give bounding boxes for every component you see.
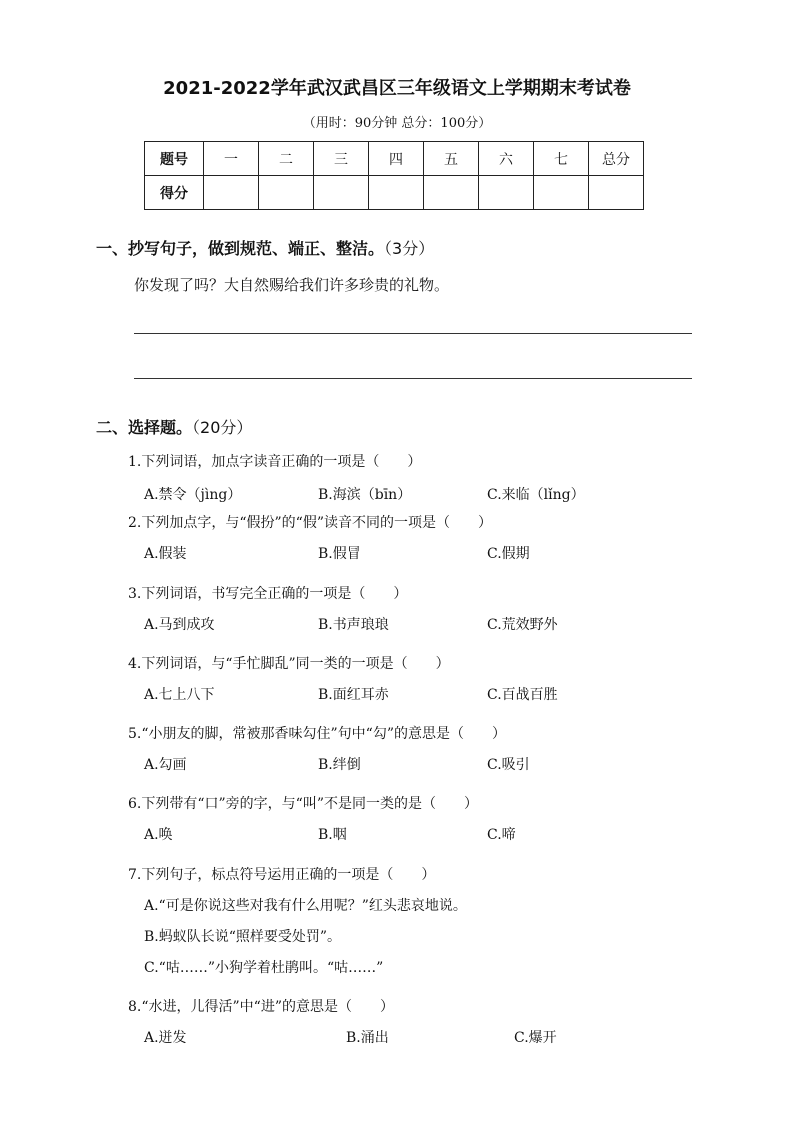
answer-option[interactable]: B.涌出: [346, 1030, 389, 1046]
score-cell-label: 得分: [145, 176, 204, 210]
answer-option[interactable]: A.“可是你说这些对我有什么用呢？”红头悲哀地说。: [144, 898, 467, 914]
writing-line[interactable]: [134, 378, 692, 379]
question-stem: 3.下列词语，书写完全正确的一项是（ ）: [128, 586, 408, 602]
score-cell-header: 三: [314, 142, 369, 176]
answer-option[interactable]: C.爆开: [514, 1030, 557, 1046]
question-stem: 7.下列句子，标点符号运用正确的一项是（ ）: [128, 867, 436, 883]
score-cell-label: 题号: [145, 142, 204, 176]
question-stem: 5.“小朋友的脚，常被那香味勾住”句中“勾”的意思是（ ）: [128, 726, 506, 742]
score-cell-header: 七: [534, 142, 589, 176]
question-stem: 2.下列加点字，与“假扮”的“假”读音不同的一项是（ ）: [128, 515, 492, 531]
score-input-cell[interactable]: [534, 176, 589, 210]
score-table-header-row: [145, 142, 644, 176]
score-input-cell[interactable]: [204, 176, 259, 210]
score-cell-header: 六: [479, 142, 534, 176]
exam-info: （用时：90分钟 总分：100分）: [302, 116, 492, 131]
score-cell-header: 一: [204, 142, 259, 176]
answer-option[interactable]: A.七上八下: [144, 687, 215, 703]
score-input-cell[interactable]: [314, 176, 369, 210]
question-stem: 4.下列词语，与“手忙脚乱”同一类的一项是（ ）: [128, 656, 450, 672]
answer-option[interactable]: C.啼: [487, 827, 516, 843]
answer-option[interactable]: A.勾画: [144, 757, 187, 773]
answer-option[interactable]: A.马到成攻: [144, 617, 215, 633]
answer-option[interactable]: B.绊倒: [318, 757, 361, 773]
section-2-heading: [96, 415, 252, 438]
score-table: [144, 141, 644, 210]
section-2-points: （20分）: [192, 418, 253, 437]
answer-option[interactable]: B.假冒: [318, 546, 361, 562]
answer-option[interactable]: A.迸发: [144, 1030, 187, 1046]
answer-option[interactable]: B.面红耳赤: [318, 687, 389, 703]
section-1-heading: [96, 236, 434, 259]
score-cell-header: 四: [369, 142, 424, 176]
score-cell-header: 总分: [589, 142, 644, 176]
answer-option[interactable]: B.蚂蚁队长说“照样要受处罚”。: [144, 929, 342, 945]
section-1-points: （3分）: [384, 239, 435, 258]
score-input-cell[interactable]: [589, 176, 644, 210]
answer-option[interactable]: A.假装: [144, 546, 187, 562]
question-stem: 6.下列带有“口”旁的字，与“叫”不是同一类的是（ ）: [128, 796, 478, 812]
answer-option[interactable]: B.海滨（bīn）: [318, 487, 412, 503]
score-cell-header: 二: [259, 142, 314, 176]
score-input-cell[interactable]: [424, 176, 479, 210]
answer-option[interactable]: B.书声琅琅: [318, 617, 389, 633]
score-input-cell[interactable]: [259, 176, 314, 210]
answer-option[interactable]: C.吸引: [487, 757, 530, 773]
answer-option[interactable]: C.百战百胜: [487, 687, 558, 703]
answer-option[interactable]: A.禁令（jìng）: [144, 487, 242, 503]
page-title: 2021-2022学年武汉武昌区三年级语文上学期期末考试卷: [163, 78, 631, 99]
copy-sentence: 你发现了吗？大自然赐给我们许多珍贵的礼物。: [134, 276, 450, 294]
question-stem: 8.“水进，儿得活”中“进”的意思是（ ）: [128, 999, 394, 1015]
answer-option[interactable]: C.“咕……”小狗学着杜鹃叫。“咕……”: [144, 960, 384, 976]
section-2-title: 二、选择题。: [96, 418, 193, 437]
score-input-cell[interactable]: [369, 176, 424, 210]
writing-line[interactable]: [134, 333, 692, 334]
answer-option[interactable]: C.来临（lǐng）: [487, 487, 585, 503]
answer-option[interactable]: C.假期: [487, 546, 530, 562]
answer-option[interactable]: B.咽: [318, 827, 347, 843]
score-table-score-row: [145, 176, 644, 210]
score-input-cell[interactable]: [479, 176, 534, 210]
question-stem: 1.下列词语，加点字读音正确的一项是（ ）: [128, 454, 422, 470]
section-1-title: 一、抄写句子，做到规范、端正、整洁。: [96, 239, 385, 258]
answer-option[interactable]: A.唤: [144, 827, 173, 843]
answer-option[interactable]: C.荒效野外: [487, 617, 558, 633]
score-cell-header: 五: [424, 142, 479, 176]
